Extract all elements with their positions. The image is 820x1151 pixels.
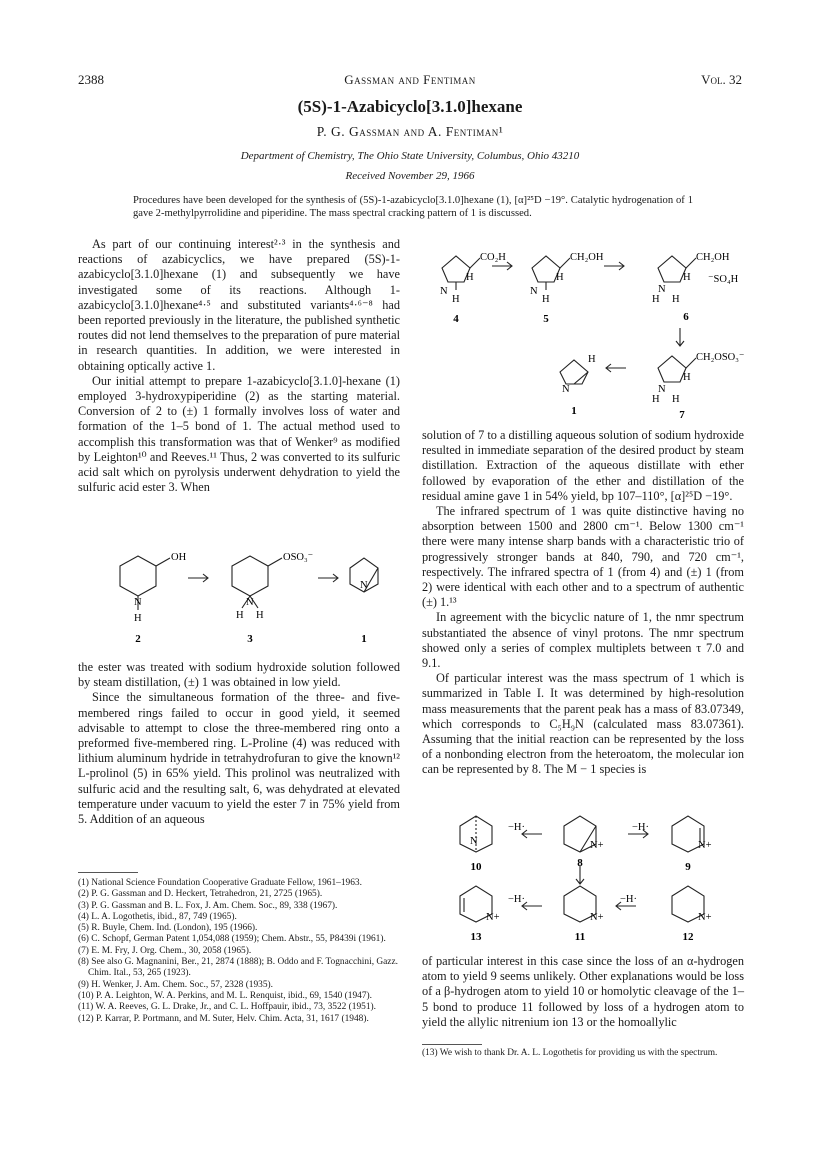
compound-label: 5	[543, 313, 549, 325]
footnote: (11) W. A. Reeves, G. L. Drake, Jr., and C. L. Hoffpauir, ibid., 73, 3522 (1951).	[78, 1002, 377, 1013]
paragraph: Our initial attempt to prepare 1-azabicyclo[3.1.0]-hexane (1) employed 3-hydroxypiperidine (2) as the starting material. Conversion of 2 to (±) 1 formally involves loss of water and formation of the 1–5 bond of 1. The actual method used to accomplish this transformation was that of Wenker⁹ as modified by Leighton¹⁰ and Reeves.¹¹ Thus, 2 was converted to its sulfuric acid salt which on pyrolysis underwent dehydration to yield the sulfuric acid ester 3. When	[78, 373, 400, 495]
ring-2	[120, 556, 156, 596]
arrow-label: −H·	[508, 894, 526, 905]
compound-label: 8	[577, 857, 583, 869]
paragraph: As part of our continuing interest²·³ in the synthesis and reactions of azabicyclics, we have prepared (5S)-1-azabicyclo[3.1.0]hexane (1) and subsequently we have investigated some of its reactions. Although 1-azabicyclo[3.1.0]hexane⁴·⁵ and substituted variants⁴·⁶⁻⁸ had been reported previously in the literature, the published synthetic routes did not lend themselves to the preparation of pure material in research quantities. In addition, we were interested in obtaining optically active 1.	[78, 237, 400, 373]
footnote: (7) E. M. Fry, J. Org. Chem., 30, 2058 (1965).	[78, 945, 252, 956]
atom-label: N	[470, 836, 478, 847]
right-column-lower	[422, 954, 744, 1030]
atom-label: H	[683, 372, 691, 383]
atom-label: N	[440, 286, 448, 297]
compound-label: 6	[683, 311, 689, 323]
arrow-label: −H·	[620, 894, 638, 905]
compound-label: 1	[571, 405, 577, 417]
footnote: (12) P. Karrar, P. Portmann, and M. Suter, Helv. Chim. Acta, 31, 1617 (1948).	[78, 1013, 369, 1024]
paragraph: the ester was treated with sodium hydroxide solution followed by steam distillation, (±) 1 was obtained in low yield.	[78, 660, 400, 690]
atom-label: N+	[590, 912, 604, 923]
scheme-proline-route	[420, 238, 750, 423]
volume-number: Vol. 32	[701, 72, 742, 87]
abstract: Procedures have been developed for the synthesis of (5S)-1-azabicyclo[3.1.0]hexane (1), [α]²⁵D −19°. Catalytic hydrogenation of 1 gave 2-methylpyrrolidine and piperidine. The mass spectral cracking pattern of 1 is discussed.	[133, 195, 693, 219]
paragraph: of particular interest in this case since the loss of an α-hydrogen atom to yield 9 seems unlikely. Other explanations would be loss of a β-hydrogen atom to yield 10 or homolytic cleavage of the 1–5 bond to produce 11 followed by loss of a hydrogen atom to yield the allylic nitrenium ion 13 or the homoallylic	[422, 954, 744, 1029]
atom-label: OH	[171, 552, 187, 563]
right-column-text	[422, 428, 744, 778]
compound-label: 13	[470, 931, 482, 943]
footnote: (1) National Science Foundation Cooperative Graduate Fellow, 1961–1963.	[78, 878, 362, 888]
atom-label: CH₂OSO₃⁻	[696, 352, 745, 363]
compound-label: 1	[361, 633, 367, 645]
ring-6	[658, 256, 686, 282]
paragraph: The infrared spectrum of 1 was quite distinctive having no absorption between 1500 and 2800 cm⁻¹. Below 1300 cm⁻¹ there were many intense sharp bands with a characteristic trio of progressively stronger bands at 840, 790, and 720 cm⁻¹, respectively. The infrared spectra of 1 (from 4) and (±) 1 (from 2) were identical with each other and to a spectrum of authentic (±) 1.¹³	[422, 504, 744, 610]
paragraph: Since the simultaneous formation of the three- and five-membered rings failed to occur in good yield, it seemed advisable to attempt to close the three-membered ring onto a preformed five-membered ring. L-Proline (4) was reduced with lithium aluminum hydride in tetrahydrofuran to give the known¹² L-prolinol (5) in 65% yield. This prolinol was neutralized with sulfuric acid and the resulting salt, 6, was dehydrated at elevated temperature under vacuum to yield the ester 7 in 75% yield from 5. Addition of an aqueous	[78, 690, 400, 827]
paragraph: Of particular interest was the mass spectrum of 1 which is summarized in Table I. It was determined by high-resolution mass measurements that the parent peak has a mass of 83.07349, which corresponds to C₅H₉N (calculated mass 83.07361). Assuming that the initial reaction can be represented by the loss of a nonbonding electron from the heteroatom, the molecular ion can be represented by 8. The M − 1 species is	[422, 671, 744, 777]
atom-label: H	[236, 610, 244, 621]
compound-label: 2	[135, 633, 141, 645]
affiliation: Department of Chemistry, The Ohio State University, Columbus, Ohio 43210	[240, 150, 580, 162]
atom-label: OSO₃⁻	[283, 552, 314, 563]
page-number: 2388	[78, 72, 104, 87]
atom-label: N+	[698, 840, 712, 851]
compound-label: 4	[453, 313, 459, 325]
atom-label: H	[672, 294, 680, 305]
compound-label: 9	[685, 861, 691, 873]
compound-label: 11	[574, 931, 586, 943]
atom-label: H	[134, 613, 142, 624]
atom-label: N	[562, 384, 570, 395]
arrow-label: −H·	[508, 822, 526, 833]
scheme-piperidine-route	[90, 548, 390, 648]
compound-label: 3	[247, 633, 253, 645]
ring-3	[232, 556, 268, 596]
atom-label: N+	[698, 912, 712, 923]
footnote: (5) R. Buyle, Chem. Ind. (London), 195 (1966).	[78, 923, 258, 934]
footnote: (9) H. Wenker, J. Am. Chem. Soc., 57, 2328 (1935).	[78, 979, 274, 990]
atom-label: N+	[590, 840, 604, 851]
atom-label: H	[542, 294, 550, 305]
footnote-rule	[422, 1044, 482, 1045]
atom-label: CH₂OH	[696, 252, 730, 263]
footnote: (2) P. G. Gassman and D. Heckert, Tetrahedron, 21, 2725 (1965).	[78, 889, 323, 900]
atom-label: H	[556, 272, 564, 283]
footnote: (8) See also G. Magnanini, Ber., 21, 2874 (1888); B. Oddo and F. Tognacchini, Gazz. Chim. Ital., 53, 265 (1923).	[78, 957, 398, 979]
article-title: (5S)-1-Azabicyclo[3.1.0]hexane	[297, 97, 523, 116]
atom-label: H	[588, 354, 596, 365]
atom-label: H	[466, 272, 474, 283]
ring-7	[658, 356, 686, 382]
compound-label: 7	[679, 409, 685, 421]
atom-label: CH₂OH	[570, 252, 604, 263]
paragraph: In agreement with the bicyclic nature of 1, the nmr spectrum substantiated the absence of vinyl protons. The nmr spectrum showed only a series of complex multiplets between τ 7.0 and 9.1.	[422, 610, 744, 671]
left-column-upper	[78, 237, 400, 495]
paragraph: solution of 7 to a distilling aqueous solution of sodium hydroxide resulted in immediate separation of the desired product by steam distillation. Extraction of the aqueous distillate with ether followed by evaporation of the ether and distillation of the residual amine gave 1 in 54% yield, bp 107–110°, [α]²⁵D −19°.	[422, 428, 744, 503]
atom-label: H	[672, 394, 680, 405]
footnote: (6) C. Schopf, German Patent 1,054,088 (1959); Chem. Abstr., 55, P8439i (1961).	[78, 934, 386, 945]
atom-label: N	[360, 580, 368, 591]
atom-label: N	[658, 284, 666, 295]
compound-label: 10	[470, 861, 482, 873]
atom-label: H	[652, 294, 660, 305]
footnote: (3) P. G. Gassman and B. L. Fox, J. Am. Chem. Soc., 89, 338 (1967).	[78, 900, 338, 911]
ring-1-bicyclic	[560, 360, 588, 384]
atom-label: H	[452, 294, 460, 305]
footnote-rule	[78, 872, 138, 873]
footnotes-right	[422, 1048, 744, 1059]
compound-label: 12	[682, 931, 694, 943]
footnote: (4) L. A. Logothetis, ibid., 87, 749 (1965).	[78, 911, 237, 922]
atom-label: H	[683, 272, 691, 283]
received-date: Received November 29, 1966	[345, 170, 475, 182]
atom-label: N	[530, 286, 538, 297]
atom-label: N	[134, 597, 142, 608]
atom-label: N+	[486, 912, 500, 923]
footnote: (10) P. A. Leighton, W. A. Perkins, and M. L. Renquist, ibid., 69, 1540 (1947).	[78, 990, 373, 1001]
scheme-mass-fragments	[440, 808, 740, 948]
atom-label: N	[658, 384, 666, 395]
atom-label: N	[246, 597, 254, 608]
footnote: (13) We wish to thank Dr. A. L. Logothetis for providing us with the spectrum.	[422, 1048, 718, 1058]
atom-label: H	[256, 610, 264, 621]
running-title: Gassman and Fentiman	[344, 72, 476, 87]
atom-label: H	[652, 394, 660, 405]
atom-label: CO₂H	[480, 252, 506, 263]
left-column-lower	[78, 660, 400, 827]
arrow-label: −H·	[632, 822, 650, 833]
authors: P. G. Gassman and A. Fentiman¹	[316, 124, 504, 139]
footnotes-left	[78, 878, 400, 1025]
atom-label: ⁻SO₄H	[708, 274, 739, 285]
